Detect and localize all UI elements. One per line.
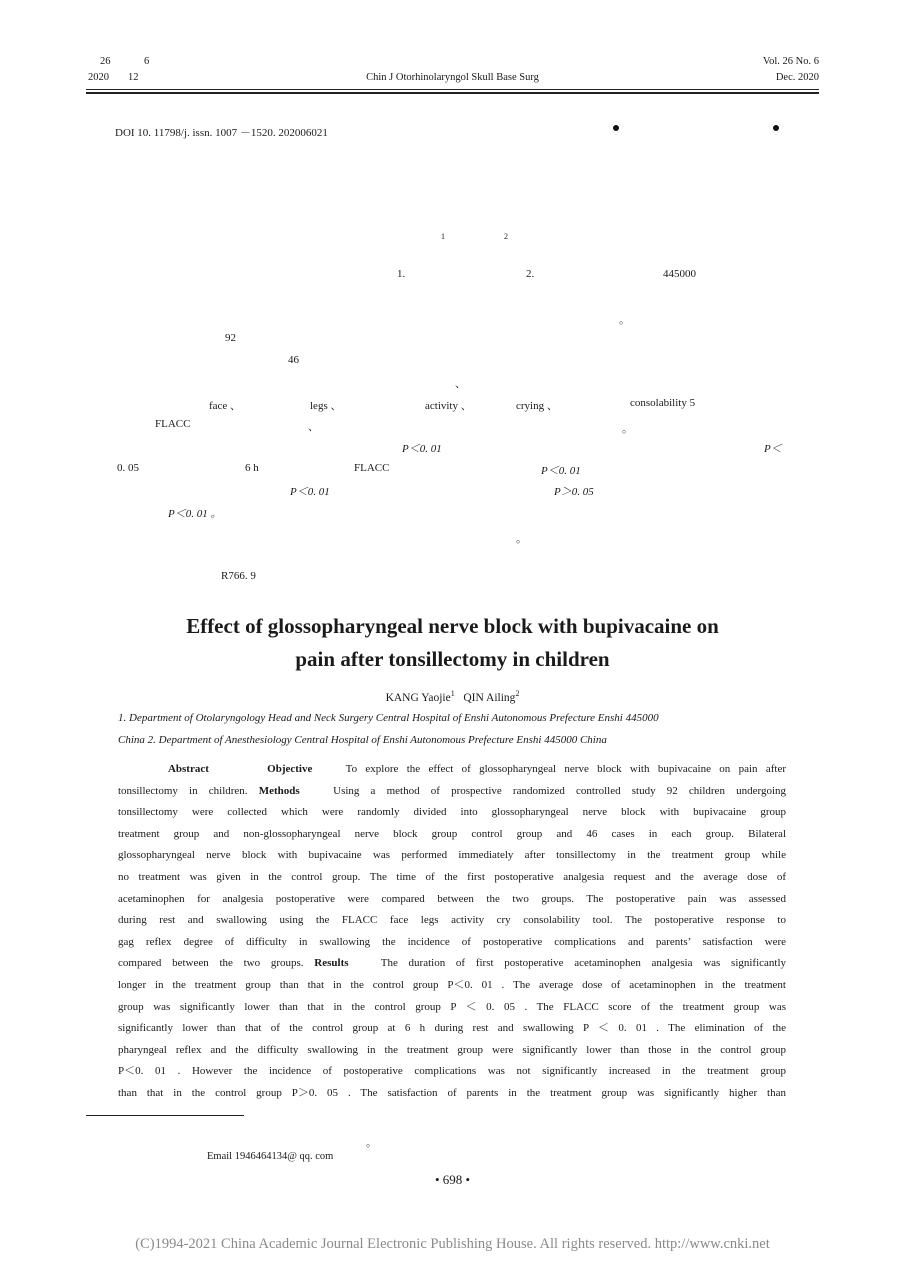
cn-punctuation: 、	[455, 378, 466, 390]
header-issue-cn: 6	[144, 56, 150, 67]
abstract-line: pharyngeal reflex and the difficulty swallowing in the treatment group were significantly lower than those in the control group	[118, 1043, 786, 1056]
p-value: P＜0. 01	[290, 486, 330, 498]
author-superscript: 1	[450, 689, 455, 698]
english-affiliation-line1: 1. Department of Otolaryngology Head and Neck Surgery Central Hospital of Enshi Autonomous Prefecture Enshi 445000	[118, 712, 659, 724]
abstract-line: treatment group and non-glossopharyngeal nerve block group control group and 46 cases in each group. Bilateral	[118, 827, 786, 840]
abstract-line: P＜0. 01 . However the incidence of postoperative complications was not significantly increased in the treatment group	[118, 1065, 786, 1078]
english-authors	[0, 689, 905, 704]
p-value: P＜0. 01	[402, 443, 442, 455]
english-title-line1: Effect of glossopharyngeal nerve block with bupivacaine on	[186, 614, 719, 638]
doi: DOI 10. 11798/j. issn. 1007 －1520. 202006021	[115, 127, 328, 139]
affiliation-number: 2.	[526, 268, 535, 280]
flacc-term: consolability 5	[630, 397, 696, 409]
abstract-line: than that in the control group P＞0. 05 . The satisfaction of parents in the treatment group was significantly higher than	[118, 1086, 786, 1099]
abstract-line: tonsillectomy in children. Methods Using a method of prospective randomized controlled study 92 children undergoing	[118, 784, 786, 797]
english-affiliation-line2: China 2. Department of Anesthesiology Central Hospital of Enshi Autonomous Prefecture Enshi 445000 China	[118, 734, 607, 746]
abstract-label: Abstract	[167, 763, 209, 775]
author-name: QIN Ailing	[463, 691, 516, 704]
footnote-rule	[86, 1115, 244, 1116]
header-volume-cn: 26	[100, 56, 111, 67]
header-date-en: Dec. 2020	[775, 72, 819, 83]
header-rule-thin	[86, 89, 819, 90]
author-superscript: 2	[515, 689, 520, 698]
flacc-term: crying 、	[516, 400, 558, 412]
methods-label: Methods	[258, 784, 300, 797]
cn-punctuation: 、	[308, 421, 319, 433]
p-value: P＞0. 05	[554, 486, 594, 498]
time-point: 6 h	[245, 462, 259, 474]
header-month-cn: 12	[128, 72, 139, 83]
flacc-term: legs 、	[310, 400, 342, 412]
abstract-line: tonsillectomy were collected which were randomly divided into glossopharyngeal nerve block with bupivacaine group	[118, 806, 786, 819]
abstract-line: during rest and swallowing using the FLACC face legs activity cry consolability tool. The postoperative response to	[118, 914, 786, 927]
header-volume-en: Vol. 26 No. 6	[762, 56, 819, 67]
flacc-term: FLACC	[354, 462, 390, 474]
english-abstract	[118, 759, 786, 1105]
cn-number: 92	[225, 332, 236, 344]
header-year-cn: 2020	[88, 72, 109, 83]
results-label: Results	[314, 957, 349, 970]
abstract-line: significantly lower than that of the control group at 6 h during rest and swallowing P ＜ 0. 01 . The elimination of the	[118, 1022, 786, 1035]
flacc-term: face 、	[209, 400, 242, 412]
abstract-line: compared between the two groups. Results The duration of first postoperative acetaminophen analgesia was significantly	[118, 957, 787, 970]
author-superscript: 2	[504, 232, 508, 241]
author-name: KANG Yaojie	[385, 691, 451, 704]
copyright-watermark: (C)1994-2021 China Academic Journal Electronic Publishing House. All rights reserved. http://www.cnki.net	[135, 1236, 770, 1252]
abstract-line: glossopharyngeal nerve block with bupivacaine was performed immediately after tonsillectomy in the treatment group while	[118, 849, 786, 862]
postal-code: 445000	[663, 268, 696, 280]
abstract-line: acetaminophen for analgesia postoperative were compared between the two groups. The postoperative pain was assessed	[118, 892, 786, 905]
p-value: P＜	[764, 443, 782, 455]
footnote-punctuation: 。	[366, 1137, 377, 1149]
flacc-term: FLACC	[155, 418, 191, 430]
header-rule-thick	[86, 92, 819, 94]
author-superscript: 1	[441, 232, 445, 241]
p-value: P＜0. 01 。	[168, 508, 222, 520]
p-value: 0. 05	[117, 462, 139, 474]
p-value: P＜0. 01	[541, 465, 581, 477]
objective-label: Objective	[267, 763, 313, 775]
affiliation-number: 1.	[397, 268, 406, 280]
abstract-line: Abstract Objective To explore the effect of glossopharyngeal nerve block with bupivacaine on pain after	[167, 763, 787, 775]
abstract-line: group was significantly lower than that in the control group P ＜ 0. 05 . The FLACC score of the treatment group was	[118, 1000, 786, 1013]
footnote-email: Email 1946464134@ qq. com	[207, 1151, 334, 1162]
cn-punctuation: 。	[516, 533, 527, 545]
cn-punctuation: 。	[619, 314, 630, 326]
header-journal-name: Chin J Otorhinolaryngol Skull Base Surg	[366, 72, 539, 83]
abstract-line: gag reflex degree of difficulty in swallowing the incidence of postoperative complications and parents’ satisfaction were	[118, 935, 786, 948]
bullet-dot	[773, 125, 779, 131]
bullet-dot	[613, 125, 619, 131]
page-number: • 698 •	[434, 1172, 471, 1187]
cn-punctuation: 。	[622, 423, 633, 435]
cn-number: 46	[288, 354, 299, 366]
abstract-line: longer in the treatment group than that in the control group P＜0. 01 . The average dose of acetaminophen in the treatment	[118, 978, 786, 991]
flacc-term: activity 、	[425, 400, 472, 412]
classification-number: R766. 9	[221, 570, 256, 582]
abstract-line: no treatment was given in the control group. The time of the first postoperative analgesia request and the average dose of	[118, 870, 786, 883]
english-title-line2: pain after tonsillectomy in children	[295, 647, 610, 671]
